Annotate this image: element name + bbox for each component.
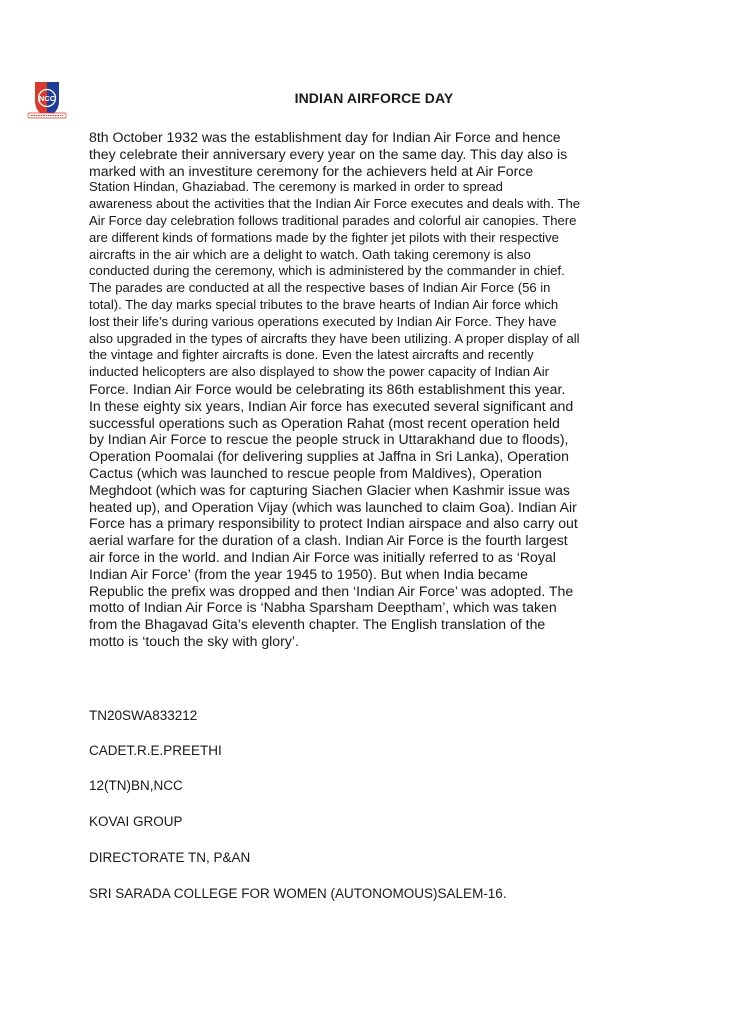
body-line: aerial warfare for the duration of a clash. Indian Air Force is the fourth largest [89, 532, 568, 549]
body-line: inducted helicopters are also displayed to show the power capacity of Indian Air [89, 364, 550, 380]
body-line: conducted during the ceremony, which is administered by the commander in chief. [89, 263, 565, 279]
body-line: heated up), and Operation Vijay (which was launched to claim Goa). Indian Air [89, 498, 577, 515]
directorate-name: DIRECTORATE TN, P&AN [89, 850, 251, 865]
body-line: motto is ‘touch the sky with glory’. [89, 632, 299, 649]
body-line: by Indian Air Force to rescue the people struck in Uttarakhand due to floods), [89, 431, 569, 448]
body-line: lost their life’s during various operations executed by Indian Air Force. They have [89, 313, 557, 329]
body-line: awareness about the activities that the Indian Air Force executes and deals with. The [89, 196, 581, 212]
document-title: INDIAN AIRFORCE DAY [294, 90, 454, 106]
cadet-id-number: TN20SWA833212 [89, 708, 198, 723]
body-paragraph [89, 129, 654, 650]
body-line: from the Bhagavad Gita’s eleventh chapter. The English translation of the [89, 616, 546, 633]
battalion-name: 12(TN)BN,NCC [89, 778, 183, 793]
body-line: Meghdoot (which was for capturing Siachen Glacier when Kashmir issue was [89, 481, 570, 498]
body-line: Republic the prefix was dropped and then ‘Indian Air Force’ was adopted. The [89, 582, 574, 599]
body-line: air force in the world. and Indian Air Force was initially referred to as ‘Royal [89, 548, 556, 565]
body-line: Force. Indian Air Force would be celebrating its 86th establishment this year. [89, 380, 566, 397]
body-line: are different kinds of formations made by the fighter jet pilots with their respective [89, 229, 559, 245]
body-line: they celebrate their anniversary every year on the same day. This day also is [89, 145, 568, 162]
body-line: aircrafts in the air which are a delight to watch. Oath taking ceremony is also [89, 246, 531, 262]
body-line: Indian Air Force’ (from the year 1945 to 1950). But when India became [89, 565, 528, 582]
body-line: Air Force day celebration follows traditional parades and colorful air canopies. There [89, 212, 577, 228]
body-line: Cactus (which was launched to rescue people from Maldives), Operation [89, 464, 542, 481]
body-line: Force has a primary responsibility to protect Indian airspace and also carry out [89, 515, 578, 532]
body-line: also upgraded in the types of aircrafts they have been utilizing. A proper display of all [89, 330, 580, 346]
group-name: KOVAI GROUP [89, 814, 183, 829]
body-line: In these eighty six years, Indian Air force has executed several significant and [89, 397, 574, 414]
body-line: successful operations such as Operation Rahat (most recent operation held [89, 414, 560, 431]
body-line: The parades are conducted at all the respective bases of Indian Air Force (56 in [89, 280, 551, 296]
svg-text:NCC: NCC [38, 93, 56, 103]
body-line: total). The day marks special tributes to the brave hearts of Indian Air force which [89, 296, 559, 312]
body-line: Station Hindan, Ghaziabad. The ceremony is marked in order to spread [89, 179, 503, 195]
body-line: 8th October 1932 was the establishment day for Indian Air Force and hence [89, 129, 561, 145]
cadet-name: CADET.R.E.PREETHI [89, 743, 222, 758]
body-line: marked with an investiture ceremony for the achievers held at Air Force [89, 162, 534, 179]
college-name: SRI SARADA COLLEGE FOR WOMEN (AUTONOMOUS)SALEM-16. [89, 886, 507, 901]
body-line: Operation Poomalai (for delivering supplies at Jaffna in Sri Lanka), Operation [89, 448, 569, 465]
body-line: motto of Indian Air Force is ‘Nabha Sparsham Deeptham’, which was taken [89, 599, 557, 616]
body-line: the vintage and fighter aircrafts is done. Even the latest aircrafts and recently [89, 347, 534, 363]
